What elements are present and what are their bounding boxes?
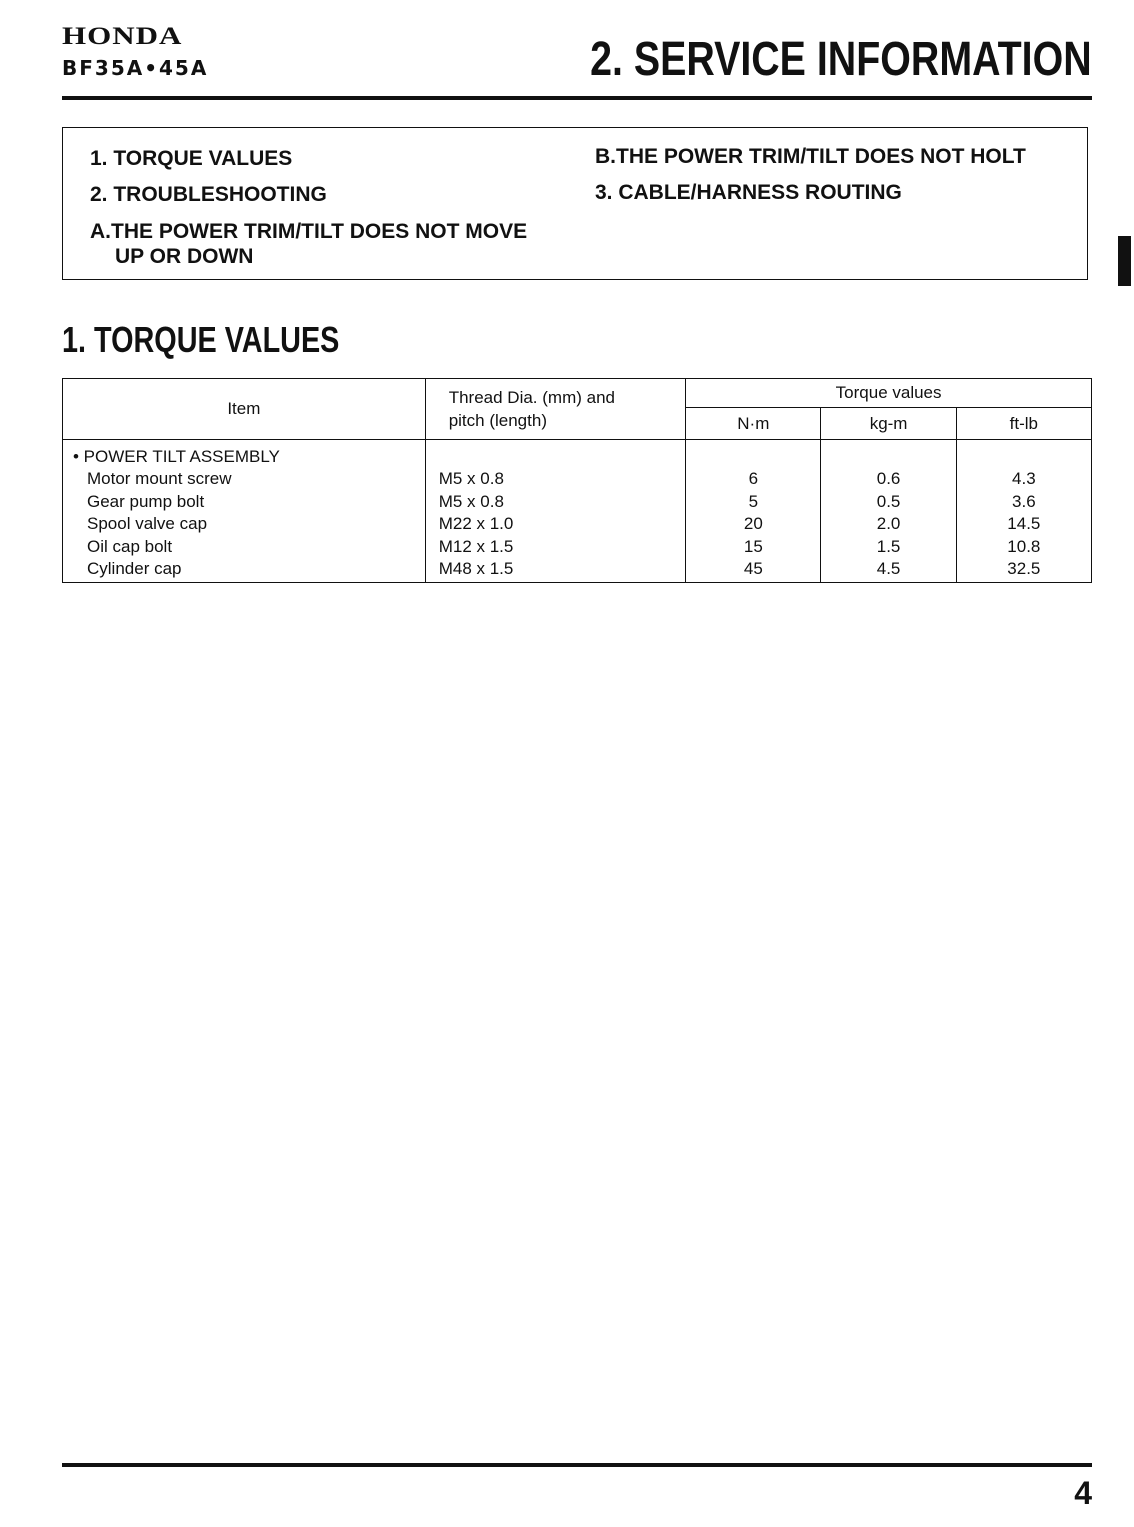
- section-heading: 1. TORQUE VALUES: [62, 319, 340, 360]
- table-row-kgm: 1.5: [876, 536, 901, 556]
- contents-item-trim-not-move[interactable]: A.THE POWER TRIM/TILT DOES NOT MOVE: [90, 220, 528, 243]
- table-row-thread: M5 x 0.8: [438, 469, 504, 489]
- nm-column: [686, 440, 821, 583]
- header-nm: N·m: [686, 408, 821, 440]
- header-kgm: kg-m: [821, 408, 956, 440]
- thread-column: [425, 440, 686, 583]
- page-number: 4: [1074, 1475, 1092, 1511]
- table-row-item: Oil cap bolt: [87, 536, 173, 556]
- table-row-item: Cylinder cap: [87, 559, 182, 579]
- table-row-item: Gear pump bolt: [87, 491, 205, 511]
- contents-item-trim-not-move-cont[interactable]: UP OR DOWN: [115, 245, 254, 268]
- header-thread-line1: Thread Dia. (mm) and: [448, 388, 615, 407]
- table-row-ftlb: 14.5: [1007, 514, 1041, 534]
- table-row-thread: M5 x 0.8: [438, 491, 504, 511]
- table-row-kgm: 0.6: [876, 469, 901, 489]
- page-title: 2. SERVICE INFORMATION: [590, 33, 1092, 86]
- torque-table: [62, 378, 1092, 583]
- table-row-ftlb: 32.5: [1007, 559, 1041, 579]
- header-rule: [62, 96, 1092, 100]
- table-row-ftlb: 10.8: [1007, 536, 1041, 556]
- table-row-nm: 45: [743, 559, 763, 579]
- contents-item-torque-values[interactable]: 1. TORQUE VALUES: [90, 147, 293, 170]
- contents-item-cable-routing[interactable]: 3. CABLE/HARNESS ROUTING: [595, 181, 902, 204]
- table-row-nm: 6: [748, 469, 759, 489]
- footer-rule: [62, 1463, 1092, 1467]
- header-ftlb: ft-lb: [956, 408, 1091, 440]
- items-column: [63, 440, 426, 583]
- table-row-nm: 5: [748, 491, 759, 511]
- contents-item-troubleshooting[interactable]: 2. TROUBLESHOOTING: [90, 183, 327, 206]
- table-row-thread: M12 x 1.5: [438, 536, 514, 556]
- header-thread-line2: pitch (length): [448, 411, 547, 430]
- table-row-item: Spool valve cap: [87, 514, 208, 534]
- kgm-column: [821, 440, 956, 583]
- table-row-thread: M48 x 1.5: [438, 559, 514, 579]
- section-tab-marker: [1118, 236, 1131, 286]
- table-row-item: Motor mount screw: [87, 469, 232, 489]
- contents-box: [62, 127, 1088, 280]
- table-row-kgm: 2.0: [876, 514, 901, 534]
- header-thread: [425, 379, 686, 440]
- table-row-kgm: 0.5: [876, 491, 901, 511]
- brand-block: [62, 22, 208, 80]
- contents-item-trim-not-hold[interactable]: B.THE POWER TRIM/TILT DOES NOT HOLT: [595, 145, 1026, 168]
- header-item: Item: [63, 379, 426, 440]
- header-torque-values: Torque values: [686, 379, 1092, 408]
- table-row-ftlb: 4.3: [1012, 469, 1036, 489]
- model-label: BF35A•45A: [62, 56, 209, 80]
- table-row-ftlb: 3.6: [1012, 491, 1036, 511]
- table-row-thread: M22 x 1.0: [438, 514, 514, 534]
- ftlb-column: [956, 440, 1091, 583]
- group-label: • POWER TILT ASSEMBLY: [73, 447, 280, 466]
- table-row-nm: 15: [743, 536, 763, 556]
- table-row-nm: 20: [743, 514, 763, 534]
- table-row-kgm: 4.5: [876, 559, 901, 579]
- honda-logo: HONDA: [62, 21, 183, 50]
